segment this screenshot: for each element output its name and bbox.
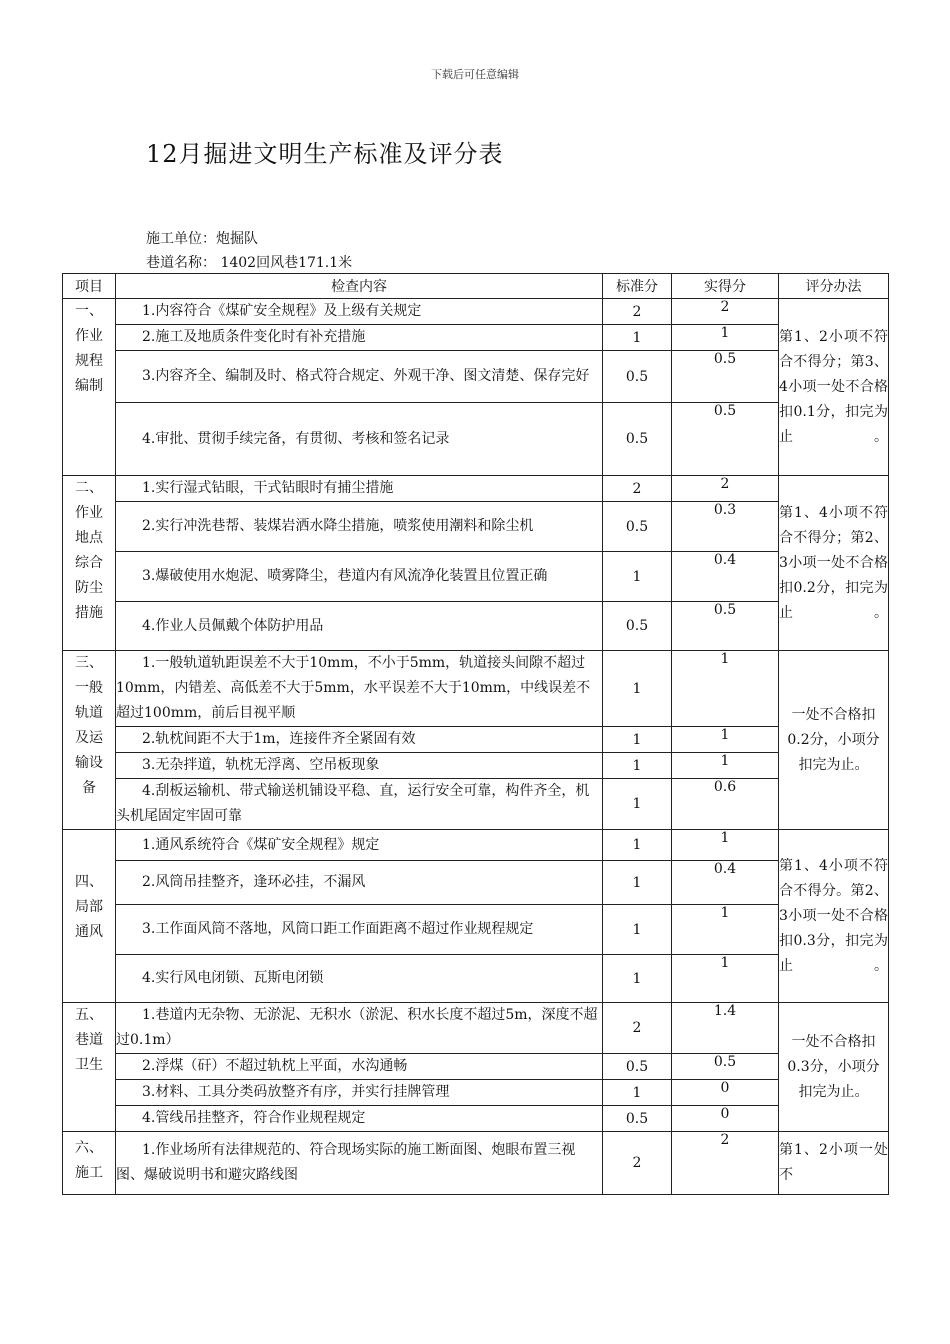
actual-score-cell: 2 bbox=[672, 299, 779, 325]
actual-score-cell: 1.4 bbox=[672, 1003, 779, 1054]
category-cell: 六、施工 bbox=[63, 1132, 116, 1195]
content-cell: 3.无杂拌道，轨枕无浮离、空吊板现象 bbox=[116, 753, 603, 779]
content-cell: 3.爆破使用水炮泥、喷雾降尘，巷道内有风流净化装置且位置正确 bbox=[116, 552, 603, 602]
content-cell: 2.轨枕间距不大于1m，连接件齐全紧固有效 bbox=[116, 727, 603, 753]
table-row bbox=[63, 502, 889, 552]
content-cell: 1.作业场所有法律规范的、符合现场实际的施工断面图、炮眼布置三视图、爆破说明书和避灾路线图 bbox=[116, 1132, 603, 1195]
category-cell: 五、巷道卫生 bbox=[63, 1003, 116, 1132]
actual-score-cell: 0.5 bbox=[672, 351, 779, 403]
table-row bbox=[63, 753, 889, 779]
standard-score-cell: 1 bbox=[603, 651, 672, 727]
standard-score-cell: 0.5 bbox=[603, 351, 672, 403]
header-standard-score: 标准分 bbox=[603, 274, 672, 299]
table-row bbox=[63, 1106, 889, 1132]
content-cell: 4.审批、贯彻手续完备，有贯彻、考核和签名记录 bbox=[116, 403, 603, 476]
standard-score-cell: 2 bbox=[603, 476, 672, 502]
scoring-method-cell: 第1、2小项一处不 bbox=[779, 1132, 889, 1195]
scoring-method-cell: 一处不合格扣0.3分，小项分扣完为止。 bbox=[779, 1003, 889, 1132]
table-row bbox=[63, 905, 889, 955]
standard-score-cell: 1 bbox=[603, 753, 672, 779]
actual-score-cell: 0.5 bbox=[672, 602, 779, 651]
standard-score-cell: 0.5 bbox=[603, 403, 672, 476]
roadway-name: 巷道名称： 1402回风巷171.1米 bbox=[146, 255, 353, 271]
table-row bbox=[63, 476, 889, 502]
category-cell: 二、作业地点综合防尘措施 bbox=[63, 476, 116, 651]
scoring-method-cell: 第1、4小项不符合不得分。第2、3小项一处不合格扣0.3分，扣完为止。 bbox=[779, 830, 889, 1003]
content-cell: 1.实行湿式钻眼，干式钻眼时有捕尘措施 bbox=[116, 476, 603, 502]
content-cell: 4.刮板运输机、带式输送机铺设平稳、直，运行安全可靠，构件齐全，机头机尾固定牢固可靠 bbox=[116, 779, 603, 830]
table-row bbox=[63, 1054, 889, 1080]
standard-score-cell: 1 bbox=[603, 552, 672, 602]
actual-score-cell: 0.5 bbox=[672, 1054, 779, 1080]
table-row bbox=[63, 1003, 889, 1054]
standard-score-cell: 1 bbox=[603, 727, 672, 753]
table-row bbox=[63, 602, 889, 651]
actual-score-cell: 0.6 bbox=[672, 779, 779, 830]
table-row bbox=[63, 325, 889, 351]
category-cell: 一、作业规程编制 bbox=[63, 299, 116, 476]
standard-score-cell: 1 bbox=[603, 955, 672, 1003]
table-row bbox=[63, 830, 889, 861]
actual-score-cell: 1 bbox=[672, 830, 779, 861]
table-row bbox=[63, 955, 889, 1003]
content-cell: 2.施工及地质条件变化时有补充措施 bbox=[116, 325, 603, 351]
content-cell: 3.材料、工具分类码放整齐有序，并实行挂牌管理 bbox=[116, 1080, 603, 1106]
content-cell: 2.浮煤（矸）不超过轨枕上平面，水沟通畅 bbox=[116, 1054, 603, 1080]
actual-score-cell: 0 bbox=[672, 1106, 779, 1132]
actual-score-cell: 1 bbox=[672, 955, 779, 1003]
content-cell: 4.管线吊挂整齐，符合作业规程规定 bbox=[116, 1106, 603, 1132]
scoring-method-cell: 第1、2小项不符合不得分；第3、4小项一处不合格扣0.1分，扣完为止。 bbox=[779, 299, 889, 476]
actual-score-cell: 0.4 bbox=[672, 861, 779, 905]
scoring-method-cell: 第1、4小项不符合不得分；第2、3小项一处不合格扣0.2分，扣完为止。 bbox=[779, 476, 889, 651]
table-header-row bbox=[63, 274, 889, 299]
standard-score-cell: 1 bbox=[603, 905, 672, 955]
actual-score-cell: 2 bbox=[672, 1132, 779, 1195]
standard-score-cell: 0.5 bbox=[603, 602, 672, 651]
standard-score-cell: 1 bbox=[603, 861, 672, 905]
construction-unit: 施工单位：炮掘队 bbox=[146, 231, 258, 247]
watermark-text: 下载后可任意编辑 bbox=[431, 68, 519, 81]
header-actual-score: 实得分 bbox=[672, 274, 779, 299]
standard-score-cell: 0.5 bbox=[603, 502, 672, 552]
table-row bbox=[63, 861, 889, 905]
actual-score-cell: 0 bbox=[672, 1080, 779, 1106]
content-cell: 2.实行冲洗巷帮、装煤岩洒水降尘措施，喷浆使用潮料和除尘机 bbox=[116, 502, 603, 552]
actual-score-cell: 1 bbox=[672, 651, 779, 727]
table-row bbox=[63, 1132, 889, 1195]
scoring-method-cell: 一处不合格扣0.2分，小项分扣完为止。 bbox=[779, 651, 889, 830]
page-title: 12月掘进文明生产标准及评分表 bbox=[146, 140, 504, 168]
table-row bbox=[63, 351, 889, 403]
content-cell: 1.内容符合《煤矿安全规程》及上级有关规定 bbox=[116, 299, 603, 325]
content-cell: 1.巷道内无杂物、无淤泥、无积水（淤泥、积水长度不超过5m，深度不超过0.1m） bbox=[116, 1003, 603, 1054]
actual-score-cell: 1 bbox=[672, 325, 779, 351]
content-cell: 2.风筒吊挂整齐，逢环必挂，不漏风 bbox=[116, 861, 603, 905]
table-row bbox=[63, 1080, 889, 1106]
table-row bbox=[63, 403, 889, 476]
standard-score-cell: 0.5 bbox=[603, 1106, 672, 1132]
header-content: 检查内容 bbox=[116, 274, 603, 299]
actual-score-cell: 1 bbox=[672, 727, 779, 753]
header-scoring-method: 评分办法 bbox=[779, 274, 889, 299]
actual-score-cell: 1 bbox=[672, 753, 779, 779]
table-row bbox=[63, 727, 889, 753]
content-cell: 4.作业人员佩戴个体防护用品 bbox=[116, 602, 603, 651]
standard-score-cell: 1 bbox=[603, 325, 672, 351]
category-cell: 三、一般轨道及运输设备 bbox=[63, 651, 116, 830]
content-cell: 4.实行风电闭锁、瓦斯电闭锁 bbox=[116, 955, 603, 1003]
actual-score-cell: 0.4 bbox=[672, 552, 779, 602]
content-cell: 3.内容齐全、编制及时、格式符合规定、外观干净、图文清楚、保存完好 bbox=[116, 351, 603, 403]
actual-score-cell: 2 bbox=[672, 476, 779, 502]
content-cell: 1.一般轨道轨距误差不大于10mm，不小于5mm，轨道接头间隙不超过10mm，内错差、高低差不大于5mm，水平误差不大于10mm，中线误差不超过100mm，前后目视平顺 bbox=[116, 651, 603, 727]
standard-score-cell: 1 bbox=[603, 779, 672, 830]
content-cell: 3.工作面风筒不落地，风筒口距工作面距离不超过作业规程规定 bbox=[116, 905, 603, 955]
content-cell: 1.通风系统符合《煤矿安全规程》规定 bbox=[116, 830, 603, 861]
category-cell: 四、局部通风 bbox=[63, 830, 116, 1003]
standard-score-cell: 0.5 bbox=[603, 1054, 672, 1080]
actual-score-cell: 1 bbox=[672, 905, 779, 955]
header-item: 项目 bbox=[63, 274, 116, 299]
table-row bbox=[63, 299, 889, 325]
standard-score-cell: 1 bbox=[603, 1080, 672, 1106]
standard-score-cell: 2 bbox=[603, 299, 672, 325]
score-table bbox=[62, 273, 889, 1195]
standard-score-cell: 2 bbox=[603, 1003, 672, 1054]
table-row bbox=[63, 552, 889, 602]
table-row bbox=[63, 651, 889, 727]
standard-score-cell: 1 bbox=[603, 830, 672, 861]
table-row bbox=[63, 779, 889, 830]
standard-score-cell: 2 bbox=[603, 1132, 672, 1195]
actual-score-cell: 0.3 bbox=[672, 502, 779, 552]
actual-score-cell: 0.5 bbox=[672, 403, 779, 476]
